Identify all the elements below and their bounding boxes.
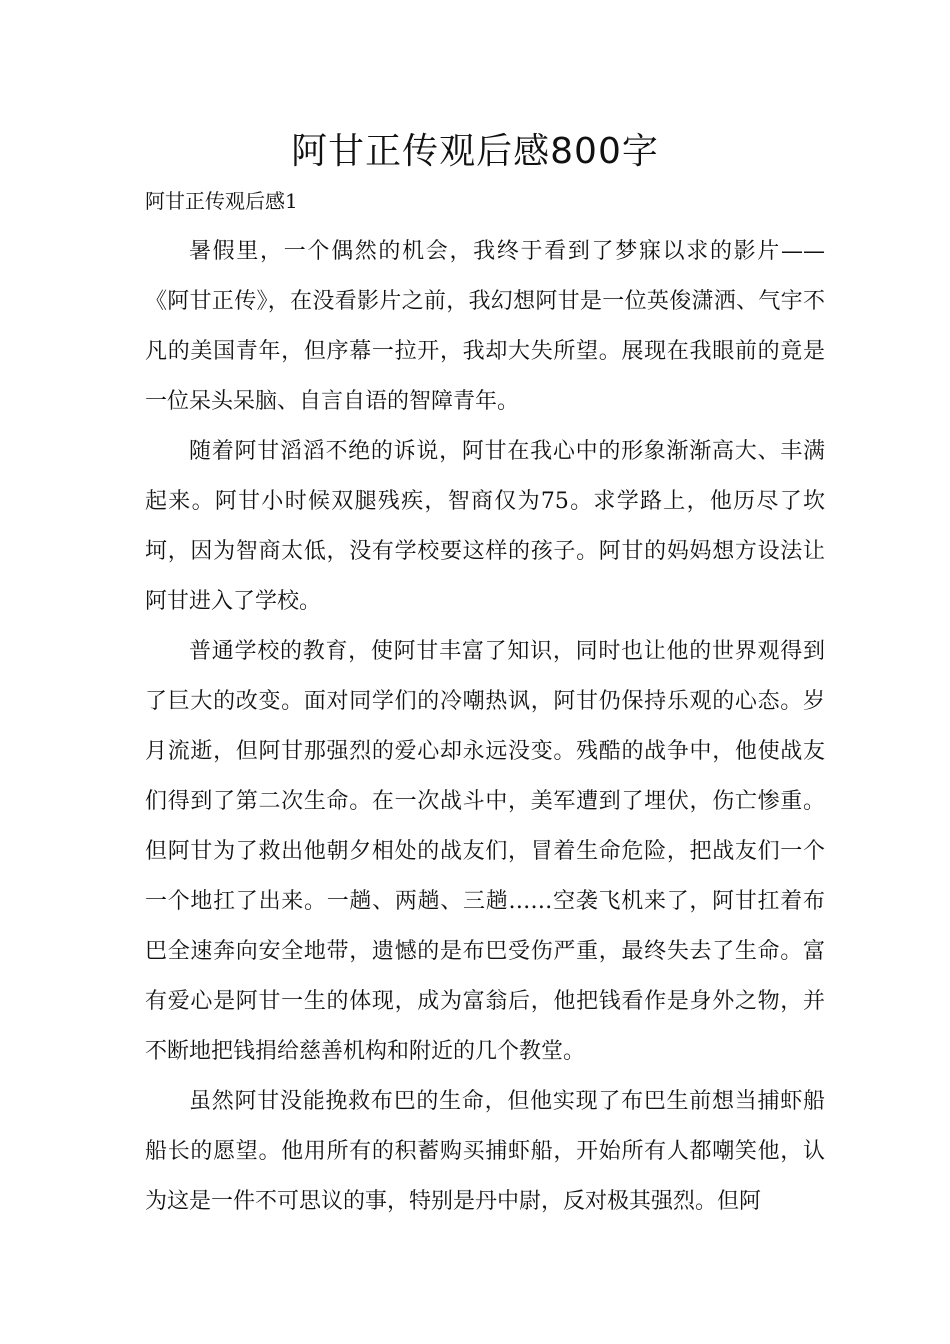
paragraph-4: 虽然阿甘没能挽救布巴的生命，但他实现了布巴生前想当捕虾船船长的愿望。他用所有的积蓄购买捕虾船，开始所有人都嘲笑他，认为这是一件不可思议的事，特别是丹中尉，反对极其强烈。但阿	[145, 1089, 825, 1214]
paragraph-1: 暑假里，一个偶然的机会，我终于看到了梦寐以求的影片——《阿甘正传》，在没看影片之前，我幻想阿甘是一位英俊潇洒、气宇不凡的美国青年，但序幕一拉开，我却大失所望。展现在我眼前的竟是一位呆头呆脑、自言自语的智障青年。	[145, 239, 825, 414]
paragraph-3: 普通学校的教育，使阿甘丰富了知识，同时也让他的世界观得到了巨大的改变。面对同学们的冷嘲热讽，阿甘仍保持乐观的心态。岁月流逝，但阿甘那强烈的爱心却永远没变。残酷的战争中，他使战友们得到了第二次生命。在一次战斗中，美军遭到了埋伏，伤亡惨重。但阿甘为了救出他朝夕相处的战友们，冒着生命危险，把战友们一个一个地扛了出来。一趟、两趟、三趟……空袭飞机来了，阿甘扛着布巴全速奔向安全地带，遗憾的是布巴受伤严重，最终失去了生命。富有爱心是阿甘一生的体现，成为富翁后，他把钱看作是身外之物，并不断地把钱捐给慈善机构和附近的几个教堂。	[145, 639, 825, 1064]
document-title: 阿甘正传观后感800字	[291, 131, 659, 172]
section-heading: 阿甘正传观后感1	[145, 189, 298, 213]
paragraph-2: 随着阿甘滔滔不绝的诉说，阿甘在我心中的形象渐渐高大、丰满起来。阿甘小时候双腿残疾，智商仅为75。求学路上，他历尽了坎坷，因为智商太低，没有学校要这样的孩子。阿甘的妈妈想方设法让阿甘进入了学校。	[145, 439, 825, 614]
body-text	[145, 227, 825, 1227]
